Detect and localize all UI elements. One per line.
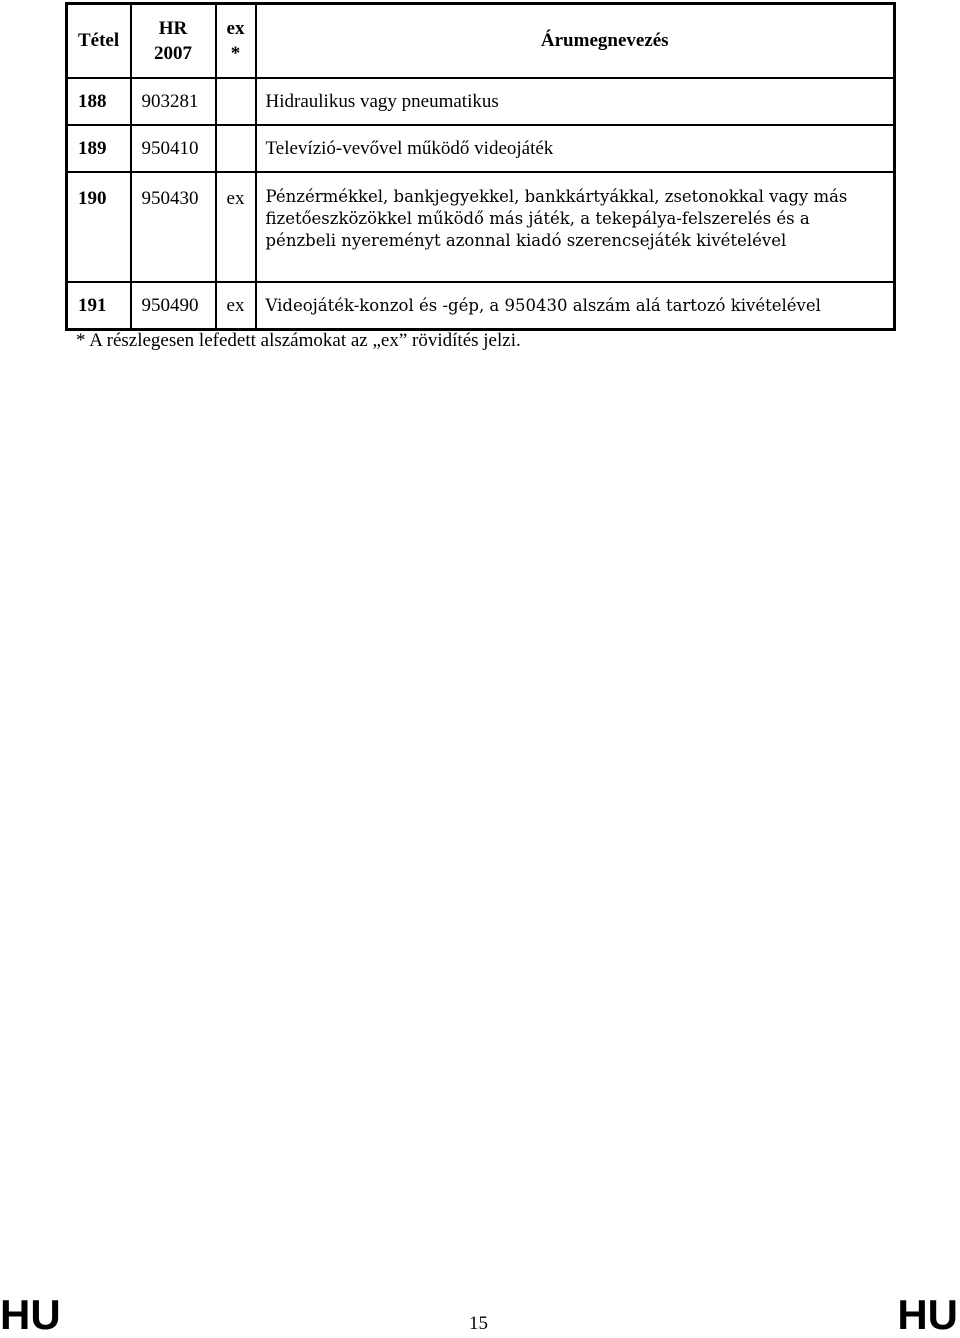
- row-item: 189: [67, 125, 131, 172]
- row-description-line3: pénzbeli nyereményt azonnal kiadó szerencsejáték kivételével: [265, 231, 787, 250]
- header-item: Tétel: [67, 4, 131, 79]
- row-description-line2: fizetőeszközökkel működő más játék, a tekepálya-felszerelés és a: [265, 209, 810, 228]
- row-description-line1: Pénzérmékkel, bankjegyekkel, bankkártyákkal, zsetonokkal vagy más: [265, 187, 848, 206]
- row-ex-flag: ex: [216, 282, 256, 330]
- row-item: 191: [67, 282, 131, 330]
- page-number: 15: [469, 1313, 488, 1334]
- row-item: 188: [67, 78, 131, 125]
- row-ex-flag: [216, 125, 256, 172]
- header-hr-line1: HR: [158, 18, 188, 39]
- table-row: [67, 172, 895, 282]
- row-description: Hidraulikus vagy pneumatikus: [256, 78, 895, 125]
- table-row: [67, 78, 895, 125]
- row-hr-code: 950490: [131, 282, 216, 330]
- header-ex-line2: *: [230, 43, 241, 64]
- table-row: [67, 282, 895, 330]
- header-ex: [216, 4, 256, 79]
- row-ex-flag: [216, 78, 256, 125]
- row-description: Videojáték-konzol és -gép, a 950430 alszám alá tartozó kivételével: [256, 282, 895, 330]
- row-description: [256, 172, 895, 282]
- footer-language-code-right: HU: [897, 1291, 958, 1338]
- row-hr-code: 950410: [131, 125, 216, 172]
- table-row: [67, 125, 895, 172]
- header-description: Árumegnevezés: [256, 4, 895, 79]
- row-ex-flag: ex: [216, 172, 256, 282]
- row-item: 190: [67, 172, 131, 282]
- row-hr-code: 950430: [131, 172, 216, 282]
- footnote: * A részlegesen lefedett alszámokat az „ex” rövidítés jelzi.: [76, 330, 521, 351]
- footer-language-code-left: HU: [0, 1291, 61, 1338]
- header-hr: [131, 4, 216, 79]
- table-header-row: [67, 4, 895, 79]
- row-description: Televízió-vevővel működő videojáték: [256, 125, 895, 172]
- header-hr-line2: 2007: [154, 43, 192, 64]
- header-ex-line1: ex: [226, 18, 245, 39]
- row-hr-code: 903281: [131, 78, 216, 125]
- tariff-table: [65, 2, 896, 331]
